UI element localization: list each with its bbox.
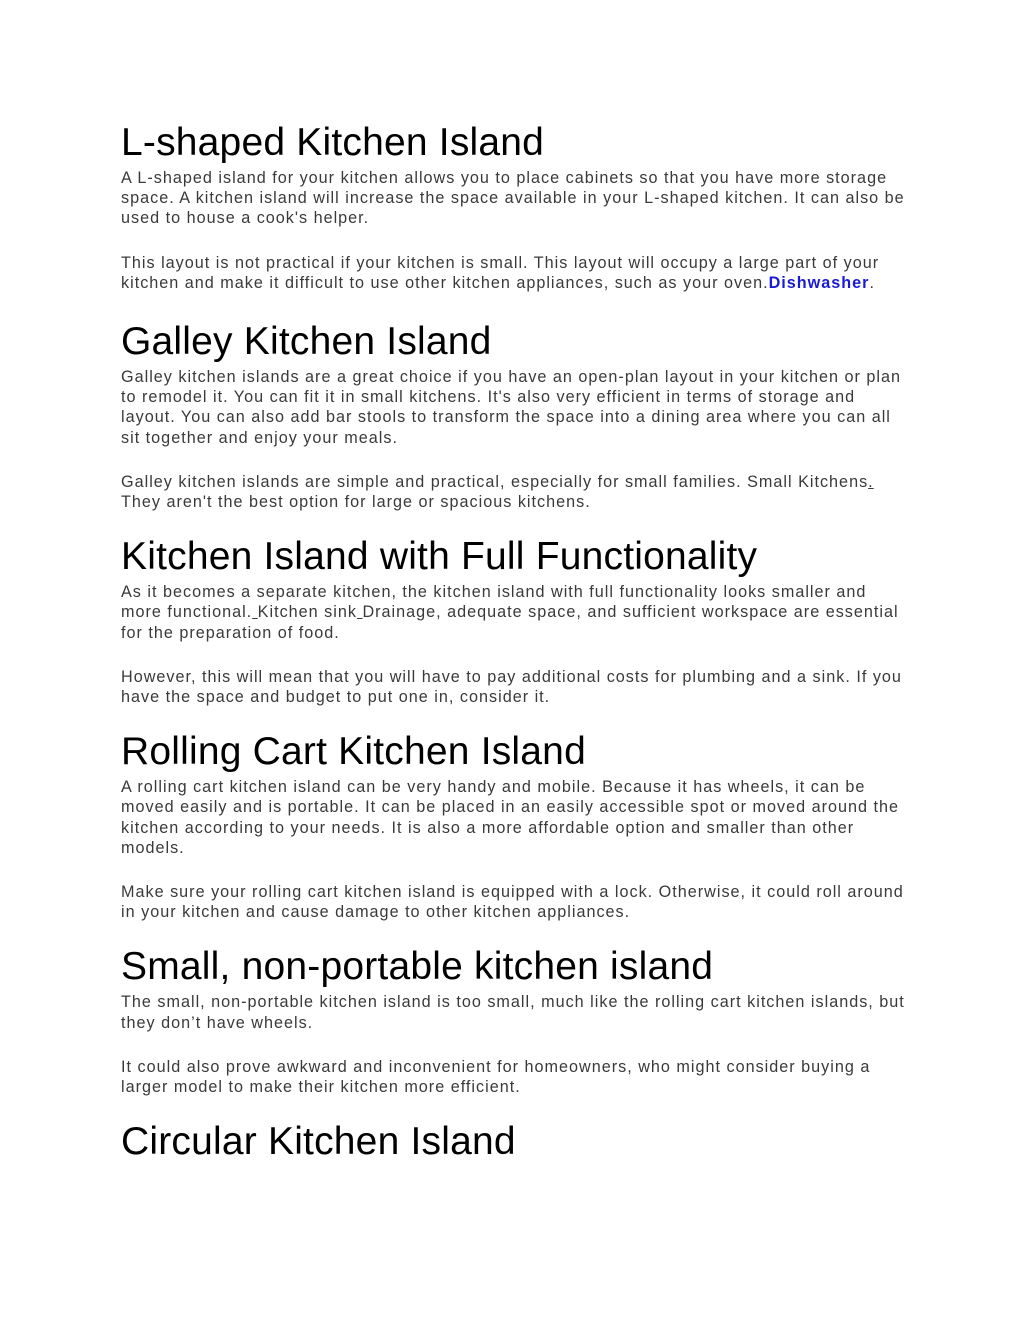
heading-full-functionality: Kitchen Island with Full Functionality <box>121 535 758 579</box>
paragraph-text: Galley kitchen islands are simple and practical, especially for small families. Small Kitchens <box>121 472 869 491</box>
paragraph: Galley kitchen islands are a great choice if you have an open-plan layout in your kitchen or plan to remodel it. You can fit it in small kitchens. It's also very efficient in terms of storage and layout. You can also add bar stools to transform the space into a dining area where you can all sit together and enjoy your meals. <box>121 368 901 447</box>
paragraph <box>121 253 911 293</box>
section-l-shaped <box>121 118 911 293</box>
paragraph-text: This layout is not practical if your kitchen is small. This layout will occupy a large part of your kitchen and make it difficult to use other kitchen appliances, such as your oven. <box>121 253 880 292</box>
paragraph <box>121 472 911 512</box>
heading-l-shaped: L-shaped Kitchen Island <box>121 121 545 164</box>
paragraph: It could also prove awkward and inconvenient for homeowners, who might consider buying a larger model to make their kitchen more efficient. <box>121 1057 871 1097</box>
paragraph: However, this will mean that you will have to pay additional costs for plumbing and a sink. If you have the space and budget to put one in, consider it. <box>121 667 902 707</box>
paragraph: Make sure your rolling cart kitchen island is equipped with a lock. Otherwise, it could roll around in your kitchen and cause damage to other kitchen appliances. <box>121 883 904 922</box>
document-page <box>121 118 911 1167</box>
heading-circular: Circular Kitchen Island <box>121 1120 516 1164</box>
paragraph: A rolling cart kitchen island can be very handy and mobile. Because it has wheels, it can be moved easily and is portable. It can be placed in an easily accessible spot or moved around the kitchen according to your needs. It is also a more affordable option and smaller than other models. <box>121 778 899 857</box>
section-full-functionality <box>121 532 911 707</box>
section-small-non-portable <box>121 942 911 1097</box>
paragraph-text: They aren't the best option for large or spacious kitchens. <box>121 493 591 512</box>
heading-galley: Galley Kitchen Island <box>121 320 492 364</box>
dishwasher-link[interactable]: Dishwasher <box>768 273 870 292</box>
paragraph-text: . <box>869 273 875 292</box>
small-kitchens-link[interactable]: . <box>868 472 874 491</box>
paragraph <box>121 582 911 643</box>
heading-rolling-cart: Rolling Cart Kitchen Island <box>121 730 586 774</box>
section-circular <box>121 1117 911 1167</box>
paragraph-text: Drainage, adequate space, and sufficient workspace are essential for the preparation of food. <box>121 603 899 642</box>
paragraph: A L-shaped island for your kitchen allows you to place cabinets so that you have more storage space. A kitchen island will increase the space available in your L-shaped kitchen. It can also be used to house a cook's helper. <box>121 169 905 228</box>
section-rolling-cart <box>121 727 911 922</box>
paragraph: The small, non-portable kitchen island is too small, much like the rolling cart kitchen islands, but they don’t have wheels. <box>121 993 905 1032</box>
paragraph-text: Kitchen sink <box>257 603 357 622</box>
section-galley <box>121 317 911 512</box>
heading-small-non-portable: Small, non-portable kitchen island <box>121 945 714 989</box>
paragraph-text: As it becomes a separate kitchen, the kitchen island with full functionality looks smaller and more functional. <box>121 583 867 622</box>
